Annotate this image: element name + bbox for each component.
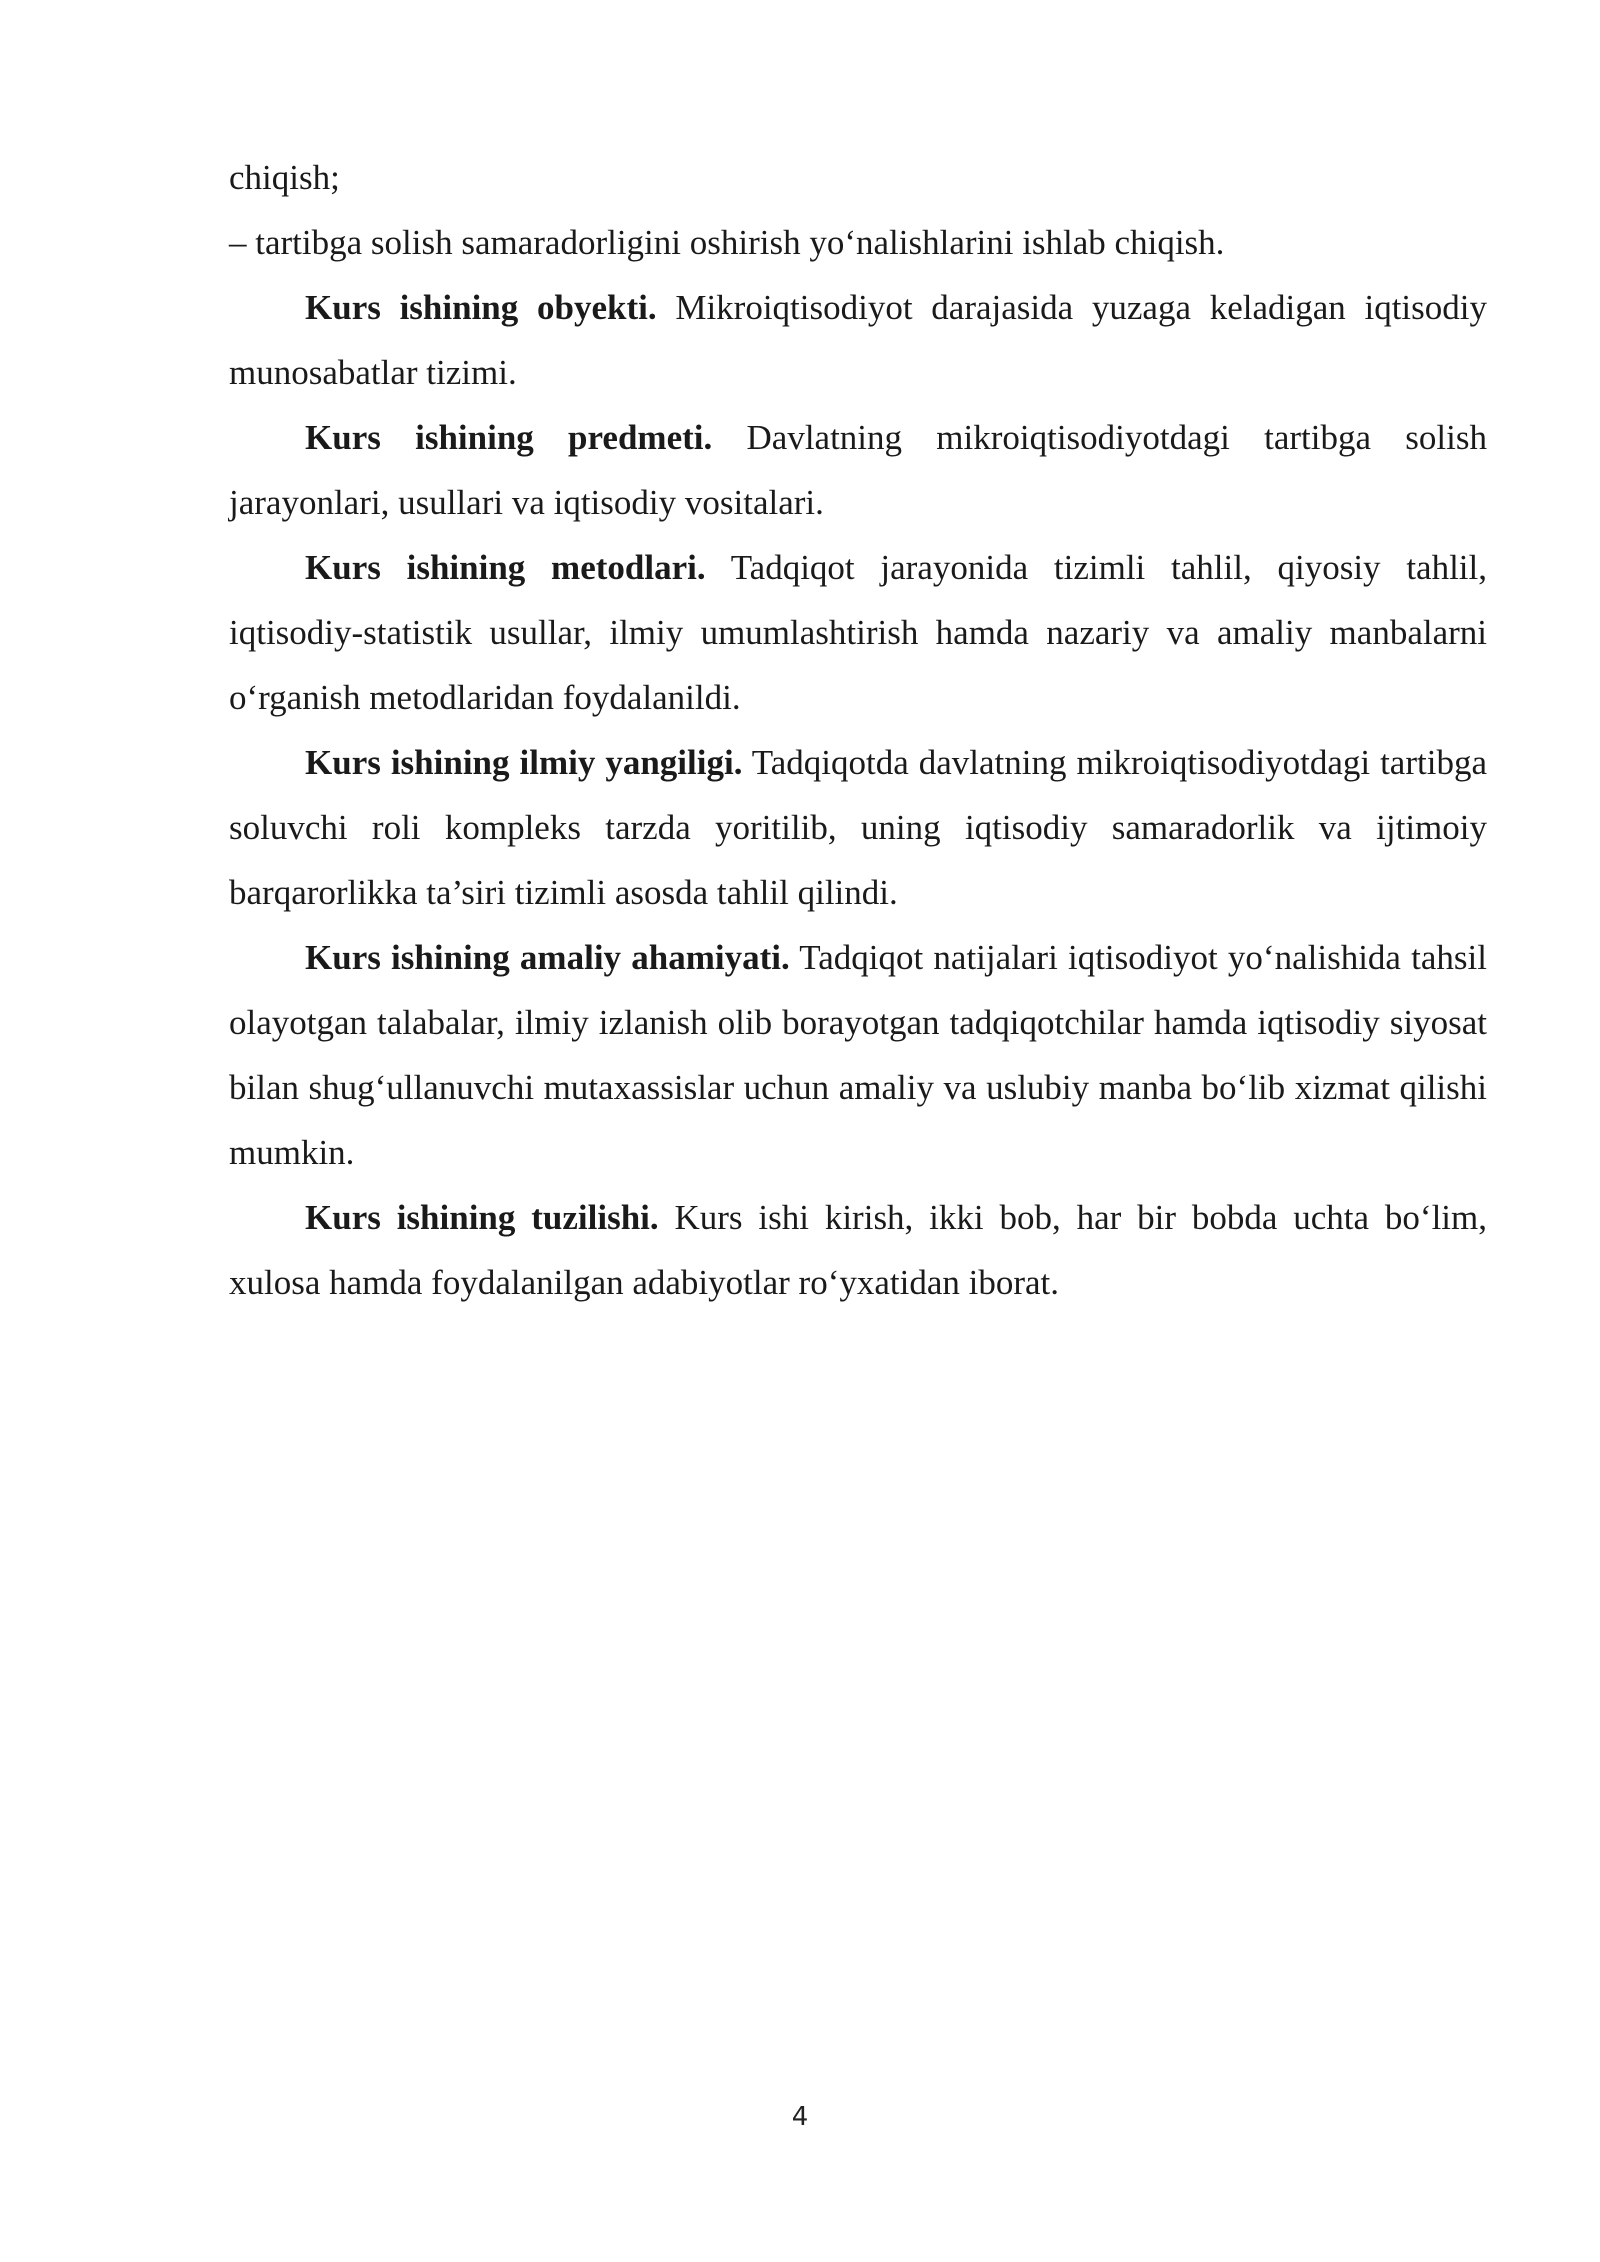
paragraph-text: Kurs ishi kirish, ikki bob, har bir bobda uchta bo‘lim, xulosa hamda foydalanilgan adabiyotlar ro‘yxatidan iborat. bbox=[229, 1198, 1487, 1302]
paragraph-text: Tadqiqotda davlatning mikroiqtisodiyotdagi tartibga soluvchi roli kompleks tarzda yoritilib, uning iqtisodiy samaradorlik va ijtimoiy barqarorlikka ta’siri tizimli asosda tahlil qilindi. bbox=[229, 743, 1487, 912]
paragraph-heading: Kurs ishining tuzilishi. bbox=[305, 1198, 659, 1237]
paragraph-heading: Kurs ishining predmeti. bbox=[305, 418, 713, 457]
paragraph-subject bbox=[229, 405, 1487, 535]
paragraph-heading: Kurs ishining obyekti. bbox=[305, 288, 657, 327]
paragraph-practical-significance bbox=[229, 925, 1487, 1185]
paragraph-text: Tadqiqot natijalari iqtisodiyot yo‘nalishida tahsil olayotgan talabalar, ilmiy izlanish olib borayotgan tadqiqotchilar hamda iqtisodiy siyosat bilan shug‘ullanuvchi mutaxassislar uchun amaliy va uslubiy manba bo‘lib xizmat qilishi mumkin. bbox=[229, 938, 1487, 1172]
paragraph-heading: Kurs ishining metodlari. bbox=[305, 548, 706, 587]
continued-line: chiqish; bbox=[229, 158, 340, 197]
page-body bbox=[229, 145, 1487, 1315]
paragraph-text: Tadqiqot jarayonida tizimli tahlil, qiyosiy tahlil, iqtisodiy-statistik usullar, ilmiy umumlashtirish hamda nazariy va amaliy manbalarni o‘rganish metodlaridan foydalanildi. bbox=[229, 548, 1487, 717]
paragraph-text: Davlatning mikroiqtisodiyotdagi tartibga solish jarayonlari, usullari va iqtisodiy vositalari. bbox=[229, 418, 1487, 522]
paragraph-methods bbox=[229, 535, 1487, 730]
paragraph-heading: Kurs ishining ilmiy yangiligi. bbox=[305, 743, 743, 782]
page-number: 4 bbox=[791, 2102, 809, 2132]
paragraph-object bbox=[229, 275, 1487, 405]
paragraph-structure bbox=[229, 1185, 1487, 1315]
paragraph-heading: Kurs ishining amaliy ahamiyati. bbox=[305, 938, 790, 977]
list-item-dash: – tartibga solish samaradorligini oshirish yo‘nalishlarini ishlab chiqish. bbox=[229, 223, 1225, 262]
paragraph-text: Mikroiqtisodiyot darajasida yuzaga keladigan iqtisodiy munosabatlar tizimi. bbox=[229, 288, 1487, 392]
paragraph-novelty bbox=[229, 730, 1487, 925]
